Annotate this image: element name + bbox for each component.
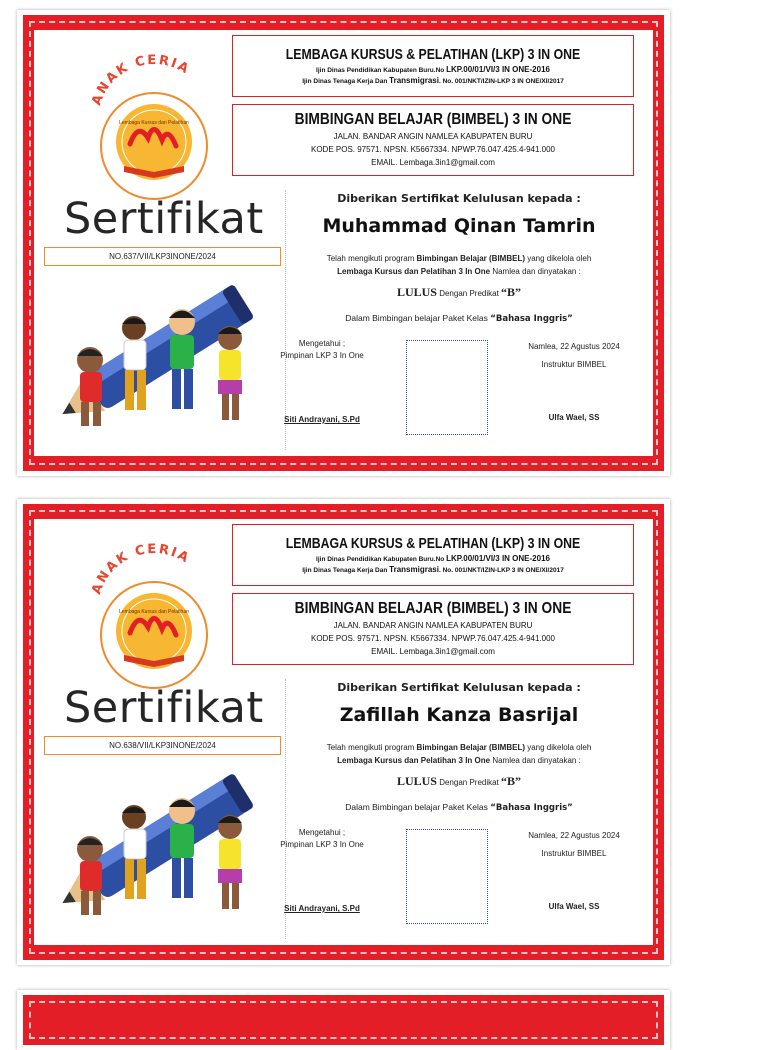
certificate	[17, 499, 670, 965]
class-package	[284, 802, 634, 813]
children-pencil-illustration	[52, 757, 276, 927]
program-statement	[284, 252, 634, 278]
izin-tenaga-kerja	[233, 76, 633, 85]
statement-part: Telah mengikuti program	[326, 254, 417, 263]
logo-inner-text: Lembaga Kursus dan Pelatihan	[119, 609, 189, 615]
statement-part: Namlea dan dinyatakan :	[490, 756, 581, 765]
place-date: Namlea, 22 Agustus 2024	[528, 831, 620, 840]
izin1-prefix: Ijin Dinas Pendidikan Kabupaten Buru.No	[316, 67, 445, 74]
statement-part: Telah mengikuti program	[326, 743, 417, 752]
lkp-header-box	[232, 524, 634, 586]
institution-name: Lembaga Kursus dan Pelatihan 3 In One	[337, 267, 491, 276]
mengetahui-label: Mengetahui ;	[298, 828, 346, 837]
logo-inner-text: Lembaga Kursus dan Pelatihan	[119, 120, 189, 126]
recipient-name: Zafillah Kanza Basrijal	[339, 704, 579, 726]
package-text: Dalam Bimbingan belajar Paket Kelas	[345, 313, 491, 323]
lulus-label: LULUS	[396, 774, 437, 788]
program-name: Bimbingan Belajar (BIMBEL)	[416, 743, 525, 752]
logo-arc-text: ANAK CERIA	[89, 52, 193, 108]
sertifikat-title: Sertifikat	[64, 194, 264, 244]
izin-tenaga-kerja	[233, 565, 633, 574]
email-line: EMAIL. Lembaga.3in1@gmail.com	[371, 158, 495, 167]
izin2-number: . No. 001/NKT/IZIN-LKP 3 IN ONE/XI/2017	[438, 78, 564, 85]
predikat-text: Dengan Predikat	[436, 289, 502, 298]
awarded-to-label: Diberikan Sertifikat Kelulusan kepada :	[337, 192, 581, 205]
bimbel-header-box	[232, 593, 634, 665]
codes-line: KODE POS. 97571. NPSN. K5667334. NPWP.76.047.425.4-941.000	[310, 145, 555, 154]
package-text: Dalam Bimbingan belajar Paket Kelas	[345, 802, 491, 812]
signer-left: Siti Andrayani, S.Pd	[284, 415, 360, 424]
certificate-number: NO.637/VII/LKP3INONE/2024	[44, 247, 281, 266]
address-line: JALAN. BANDAR ANGIN NAMLEA KABUPATEN BURU	[333, 132, 533, 141]
red-frame	[23, 995, 664, 1045]
izin1-number: LKP.00/01/VI/3 IN ONE-2016	[446, 554, 550, 563]
certificate-number: NO.638/VII/LKP3INONE/2024	[44, 736, 281, 755]
anak-ceria-logo	[84, 537, 224, 692]
graduation-result	[284, 285, 634, 300]
logo-arc-text: ANAK CERIA	[89, 541, 193, 597]
instructor-block	[504, 338, 644, 374]
izin2-prefix: Ijin Dinas Tenaga Kerja Dan	[302, 567, 388, 574]
instruktur-label: Instruktur BIMBEL	[541, 360, 607, 369]
lkp-title: LEMBAGA KURSUS & PELATIHAN (LKP) 3 IN ONE	[285, 46, 581, 63]
anak-ceria-logo	[84, 48, 224, 203]
pimpinan-label: Pimpinan LKP 3 In One	[280, 351, 364, 360]
izin-pendidikan	[233, 65, 633, 74]
certificate	[17, 10, 670, 476]
signer-left: Siti Andrayani, S.Pd	[284, 904, 360, 913]
acknowledged-by	[262, 827, 382, 851]
bimbel-title: BIMBINGAN BELAJAR (BIMBEL) 3 IN ONE	[294, 600, 572, 617]
graduation-result	[284, 774, 634, 789]
izin2-prefix: Ijin Dinas Tenaga Kerja Dan	[302, 78, 388, 85]
instruktur-label: Instruktur BIMBEL	[541, 849, 607, 858]
izin2-number: . No. 001/NKT/IZIN-LKP 3 IN ONE/XI/2017	[438, 567, 564, 574]
sertifikat-title: Sertifikat	[64, 683, 264, 733]
izin-pendidikan	[233, 554, 633, 563]
recipient-name: Muhammad Qinan Tamrin	[322, 215, 596, 237]
photo-placeholder	[406, 340, 488, 435]
lkp-header-box	[232, 35, 634, 97]
place-date: Namlea, 22 Agustus 2024	[528, 342, 620, 351]
program-name: Bimbingan Belajar (BIMBEL)	[416, 254, 525, 263]
lulus-label: LULUS	[396, 285, 437, 299]
institution-name: Lembaga Kursus dan Pelatihan 3 In One	[337, 756, 491, 765]
izin1-prefix: Ijin Dinas Pendidikan Kabupaten Buru.No	[316, 556, 445, 563]
certificate-body	[34, 519, 653, 945]
address-line: JALAN. BANDAR ANGIN NAMLEA KABUPATEN BURU	[333, 621, 533, 630]
bimbel-title: BIMBINGAN BELAJAR (BIMBEL) 3 IN ONE	[294, 111, 572, 128]
predikat-grade: “B”	[501, 285, 522, 299]
statement-part: yang dikelola oleh	[525, 254, 592, 263]
codes-line: KODE POS. 97571. NPSN. K5667334. NPWP.76.047.425.4-941.000	[310, 634, 555, 643]
children-pencil-illustration	[52, 268, 276, 438]
lkp-title: LEMBAGA KURSUS & PELATIHAN (LKP) 3 IN ONE	[285, 535, 581, 552]
mengetahui-label: Mengetahui ;	[298, 339, 346, 348]
predikat-text: Dengan Predikat	[436, 778, 502, 787]
izin1-number: LKP.00/01/VI/3 IN ONE-2016	[446, 65, 550, 74]
izin2-mid: Transmigrasi	[389, 76, 439, 85]
photo-placeholder	[406, 829, 488, 924]
signer-right: Ulfa Wael, SS	[548, 413, 600, 422]
certificate-body	[34, 30, 653, 456]
instructor-block	[504, 827, 644, 863]
awarded-to-label: Diberikan Sertifikat Kelulusan kepada :	[337, 681, 581, 694]
package-name: “Bahasa Inggris”	[490, 314, 573, 324]
program-statement	[284, 741, 634, 767]
package-name: “Bahasa Inggris”	[490, 803, 573, 813]
class-package	[284, 313, 634, 324]
certificate-partial	[17, 990, 670, 1050]
pimpinan-label: Pimpinan LKP 3 In One	[280, 840, 364, 849]
signer-right: Ulfa Wael, SS	[548, 902, 600, 911]
statement-part: yang dikelola oleh	[525, 743, 592, 752]
izin2-mid: Transmigrasi	[389, 565, 439, 574]
statement-part: Namlea dan dinyatakan :	[490, 267, 581, 276]
acknowledged-by	[262, 338, 382, 362]
email-line: EMAIL. Lembaga.3in1@gmail.com	[371, 647, 495, 656]
bimbel-header-box	[232, 104, 634, 176]
predikat-grade: “B”	[501, 774, 522, 788]
